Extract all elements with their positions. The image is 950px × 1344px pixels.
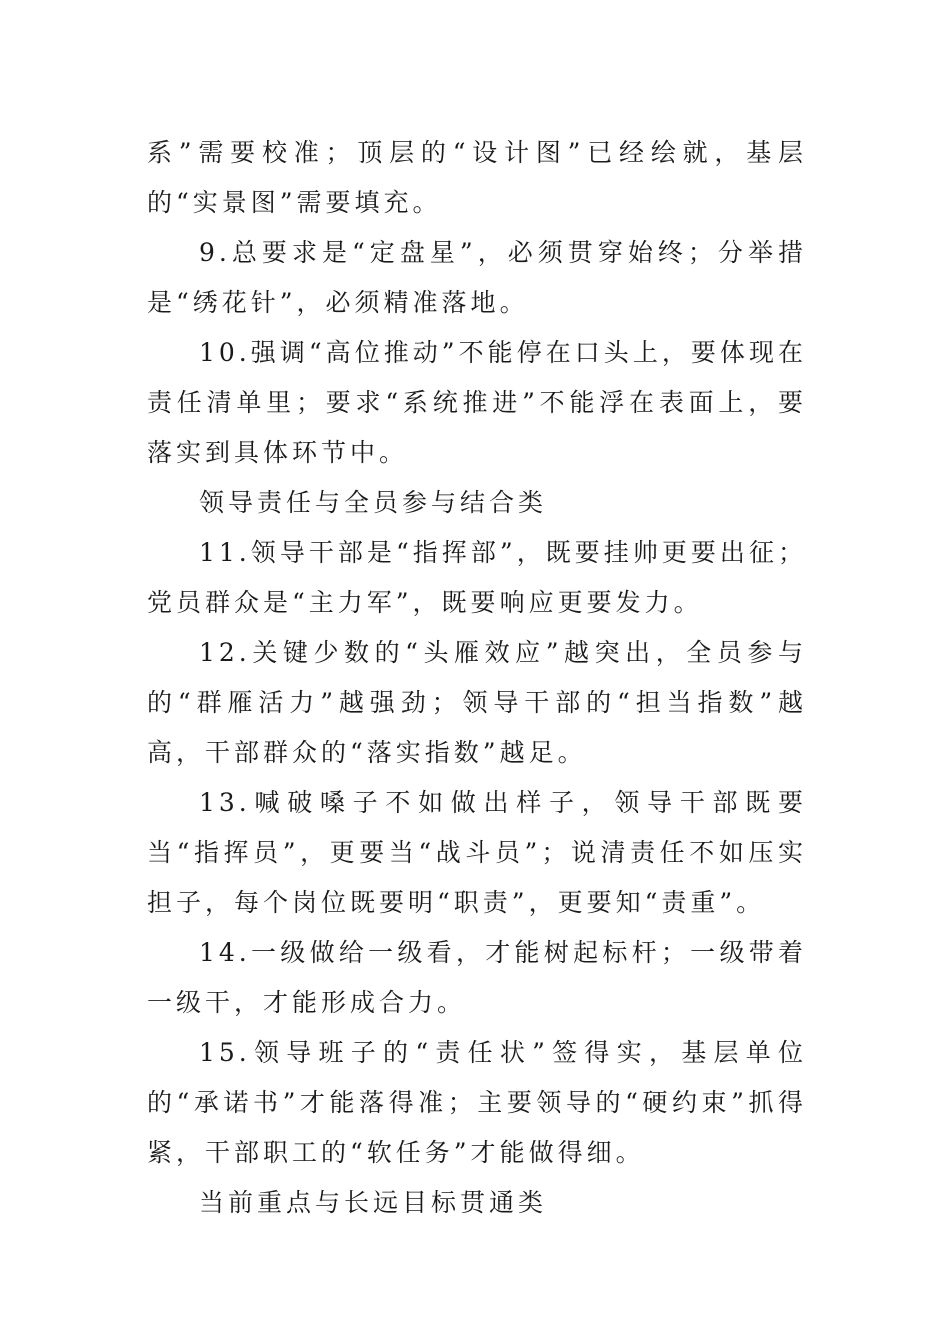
paragraph-item-15: 15.领导班子的“责任状”签得实，基层单位的“承诺书”才能落得准；主要领导的“硬约束”抓得紧，干部职工的“软任务”才能做得细。	[147, 1038, 807, 1167]
section-heading-leadership: 领导责任与全员参与结合类	[199, 488, 548, 517]
section-heading-current-vs-long-term: 当前重点与长远目标贯通类	[199, 1188, 548, 1217]
paragraph-item-14: 14.一级做给一级看，才能树起标杆；一级带着一级干，才能形成合力。	[147, 938, 807, 1017]
paragraph-continuation: 系”需要校准；顶层的“设计图”已经绘就，基层的“实景图”需要填充。	[147, 138, 807, 217]
paragraph-item-12: 12.关键少数的“头雁效应”越突出，全员参与的“群雁活力”越强劲；领导干部的“担当指数”越高，干部群众的“落实指数”越足。	[147, 638, 807, 767]
paragraph-item-11: 11.领导干部是“指挥部”，既要挂帅更要出征；党员群众是“主力军”，既要响应更要发力。	[147, 538, 807, 617]
document-page	[147, 128, 807, 1228]
paragraph-item-9: 9.总要求是“定盘星”，必须贯穿始终；分举措是“绣花针”，必须精准落地。	[147, 238, 807, 317]
paragraph-item-13: 13.喊破嗓子不如做出样子，领导干部既要当“指挥员”，更要当“战斗员”；说清责任不如压实担子，每个岗位既要明“职责”，更要知“责重”。	[147, 788, 807, 917]
paragraph-item-10: 10.强调“高位推动”不能停在口头上，要体现在责任清单里；要求“系统推进”不能浮在表面上，要落实到具体环节中。	[147, 338, 807, 467]
